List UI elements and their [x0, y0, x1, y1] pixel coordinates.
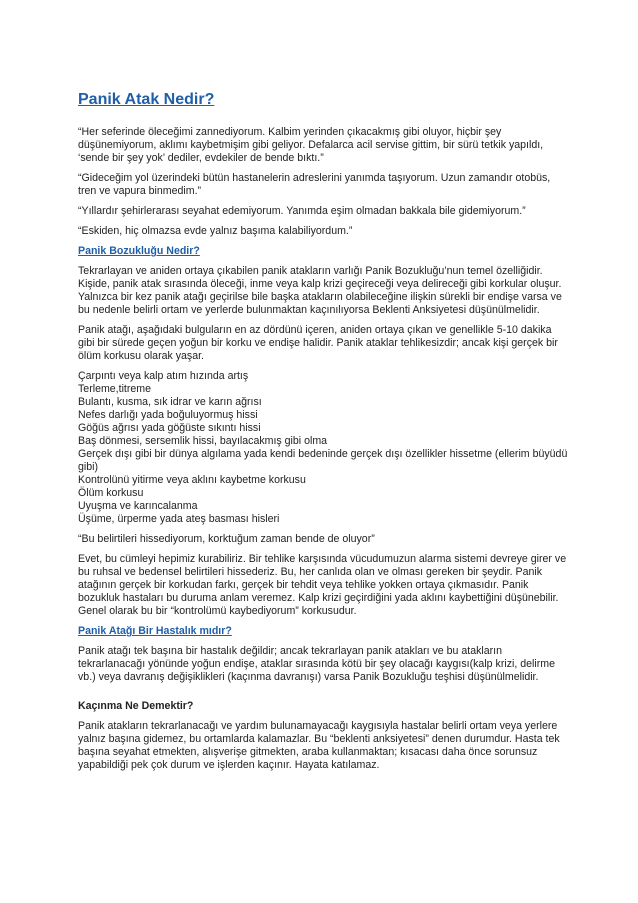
quote-paragraph: “Eskiden, hiç olmazsa evde yalnız başıma kalabiliyordum.” [78, 225, 353, 237]
section-heading-panik-atagi-hastalik[interactable]: Panik Atağı Bir Hastalık mıdır? [78, 625, 232, 637]
symptom-item: Göğüs ağrısı yada göğüste sıkıntı hissi [78, 422, 261, 434]
body-paragraph: Evet, bu cümleyi hepimiz kurabiliriz. Bir tehlike karşısında vücudumuzun alarma sistemi devreye girer ve bu ruhsal ve bedensel belirtileri hissederiz. Bu, her canlıda olan ve olması gereken bir şeydir. Panik atağının gerçek bir korkudan farkı, gerçek bir tehdit veya tehlike yokken ortaya çıkmasıdır. Panik bozukluk hastaları bu duruma anlam veremez. Kalp krizi geçirdiğini yada aklını kaybettiğini düşünebilir. Genel olarak bu bir “kontrolümü kaybediyorum” korkusudur. [78, 553, 567, 617]
symptom-item: Bulantı, kusma, sık idrar ve karın ağrısı [78, 396, 262, 408]
quote-paragraph: “Gideceğim yol üzerindeki bütün hastanelerin adreslerini yanımda taşıyorum. Uzun zamandır otobüs, tren ve vapura binmedim.” [78, 172, 551, 197]
section-heading-panik-bozuklugu[interactable]: Panik Bozukluğu Nedir? [78, 245, 200, 257]
quote-paragraph: “Her seferinde öleceğimi zannediyorum. Kalbim yerinden çıkacakmış gibi oluyor, hiçbir şey düşünemiyorum, aklımı kaybetmişim gibi geliyor. Defalarca acil servise gittim, bir sürü tetkik yapıldı, ‘sende bir şey yok’ dediler, evdekiler de bende bıktı.” [78, 126, 544, 164]
body-paragraph: Panik atakların tekrarlanacağı ve yardım bulunamayacağı kaygısıyla hastalar belirli ortam veya yerlere yalnız başına gidemez, bu ortamlarda kalamazlar. Bu “beklenti anksiyetesi” denen durumdur. Hasta tek başına seyahat etmekten, alışverişe gitmekten, araba kullanmaktan; kısacası daha önce sorunsuz yapabildiği pek çok durum ve işlerden kaçınır. Hayata katılamaz. [78, 720, 560, 771]
symptom-item: Çarpıntı veya kalp atım hızında artış [78, 370, 249, 382]
body-paragraph: Panik atağı, aşağıdaki bulguların en az dördünü içeren, aniden ortaya çıkan ve genellikle 5-10 dakika gibi bir sürede geçen yoğun bir korku ve endişe halidir. Panik ataklar tehlikesizdir; ancak kişi gerçek bir ölüm korkusu olarak yaşar. [78, 324, 558, 362]
symptom-item: Gerçek dışı gibi bir dünya algılama yada kendi bedeninde gerçek dışı özellikler hissetme (ellerim büyüdü gibi) [78, 448, 568, 473]
symptom-item: Kontrolünü yitirme veya aklını kaybetme korkusu [78, 474, 306, 486]
symptom-item: Ölüm korkusu [78, 487, 144, 499]
page-title[interactable]: Panik Atak Nedir? [78, 91, 215, 108]
document-page [78, 90, 568, 779]
symptom-item: Baş dönmesi, sersemlik hissi, bayılacakmış gibi olma [78, 435, 328, 447]
quote-paragraph: “Bu belirtileri hissediyorum, korktuğum zaman bende de oluyor” [78, 533, 375, 545]
symptom-item: Nefes darlığı yada boğuluyormuş hissi [78, 409, 258, 421]
quote-paragraph: “Yıllardır şehirlerarası seyahat edemiyorum. Yanımda eşim olmadan bakkala bile gidemiyorum.” [78, 205, 526, 217]
symptom-list [78, 370, 568, 526]
body-paragraph: Panik atağı tek başına bir hastalık değildir; ancak tekrarlayan panik atakları ve bu atakların tekrarlanacağı yönünde yoğun endişe, ataklar sırasında kötü bir şey olacağı kaygısı(kalp krizi, delirme vb.) veya davranış değişiklikleri (kaçınma davranışı) varsa Panik Bozukluğu teşhisi düşünülmelidir. [78, 645, 555, 683]
symptom-item: Terleme,titreme [78, 383, 151, 395]
symptom-item: Uyuşma ve karıncalanma [78, 500, 198, 512]
section-heading-kacinma: Kaçınma Ne Demektir? [78, 700, 194, 712]
body-paragraph: Tekrarlayan ve aniden ortaya çıkabilen panik atakların varlığı Panik Bozukluğu’nun temel özelliğidir. Kişide, panik atak sırasında öleceği, inme veya kalp krizi geçireceği veya delireceği gibi korkular oluşur. Yalnızca bir kez panik atağı geçirilse bile başka atakların olabileceğine ilişkin sürekli bir endişe varsa ve bu nedenle belirli ortam ve yerlerde bulunmaktan kaçınılıyorsa Beklenti Anksiyetesi düşünülmelidir. [78, 265, 562, 316]
symptom-item: Üşüme, ürperme yada ateş basması hisleri [78, 513, 280, 525]
